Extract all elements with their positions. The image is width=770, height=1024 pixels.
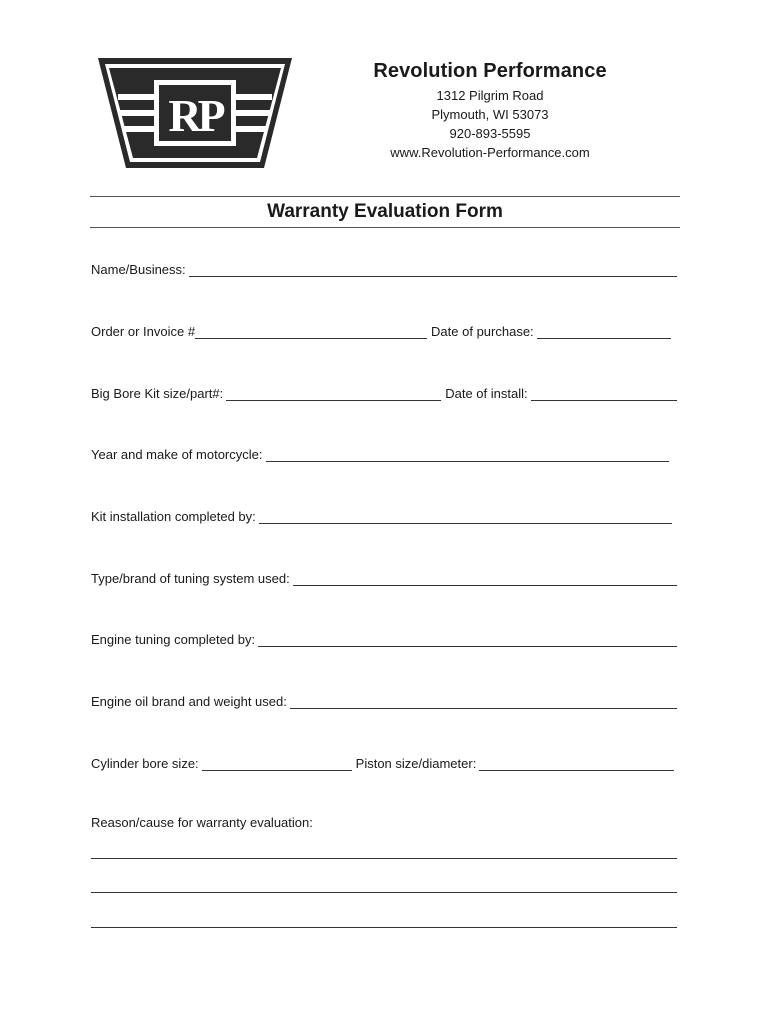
engine-tuning-label: Engine tuning completed by: xyxy=(91,632,256,647)
kit-installation-label: Kit installation completed by: xyxy=(91,509,256,524)
reason-row xyxy=(91,812,677,830)
date-of-install-label: Date of install: xyxy=(445,386,528,401)
name-business-label: Name/Business: xyxy=(91,262,186,277)
tuning-system-label: Type/brand of tuning system used: xyxy=(91,571,290,586)
year-make-row xyxy=(91,444,669,462)
engine-oil-label: Engine oil brand and weight used: xyxy=(91,694,287,709)
form-title: Warranty Evaluation Form xyxy=(267,201,503,222)
title-rule-bottom xyxy=(90,227,680,228)
tuning-system-field[interactable] xyxy=(293,572,677,586)
date-of-install-field[interactable] xyxy=(531,387,677,401)
date-of-purchase-field[interactable] xyxy=(537,325,671,339)
big-bore-kit-label: Big Bore Kit size/part#: xyxy=(91,386,224,401)
engine-oil-row xyxy=(91,691,677,709)
order-row xyxy=(91,321,671,339)
title-rule-top xyxy=(90,196,680,197)
cylinder-bore-field[interactable] xyxy=(202,757,352,771)
kit-installation-field[interactable] xyxy=(259,510,672,524)
year-make-field[interactable] xyxy=(266,448,670,462)
website: www.Revolution-Performance.com xyxy=(390,145,590,160)
big-bore-kit-field[interactable] xyxy=(226,387,441,401)
engine-tuning-field[interactable] xyxy=(258,633,677,647)
piston-size-label: Piston size/diameter: xyxy=(355,756,477,771)
reason-line-1[interactable] xyxy=(91,858,677,859)
reason-label: Reason/cause for warranty evaluation: xyxy=(91,815,313,830)
engine-tuning-row xyxy=(91,629,677,647)
tuning-system-row xyxy=(91,568,677,586)
company-logo xyxy=(96,56,294,170)
reason-line-2[interactable] xyxy=(91,892,677,893)
year-make-label: Year and make of motorcycle: xyxy=(91,447,263,462)
engine-oil-field[interactable] xyxy=(290,695,677,709)
address-line-1: 1312 Pilgrim Road xyxy=(436,88,544,103)
logo-monogram: RP xyxy=(168,90,222,141)
name-business-field[interactable] xyxy=(189,263,677,277)
name-business-row xyxy=(91,259,677,277)
date-of-purchase-label: Date of purchase: xyxy=(431,324,534,339)
company-name: Revolution Performance xyxy=(373,60,607,82)
order-invoice-field[interactable] xyxy=(195,325,427,339)
piston-size-field[interactable] xyxy=(479,757,674,771)
kit-row xyxy=(91,383,677,401)
address-line-2: Plymouth, WI 53073 xyxy=(431,107,549,122)
kit-installation-row xyxy=(91,506,672,524)
phone-number: 920-893-5595 xyxy=(449,126,531,141)
bore-piston-row xyxy=(91,753,674,771)
cylinder-bore-label: Cylinder bore size: xyxy=(91,756,199,771)
reason-line-3[interactable] xyxy=(91,927,677,928)
order-invoice-label: Order or Invoice # xyxy=(91,324,196,339)
